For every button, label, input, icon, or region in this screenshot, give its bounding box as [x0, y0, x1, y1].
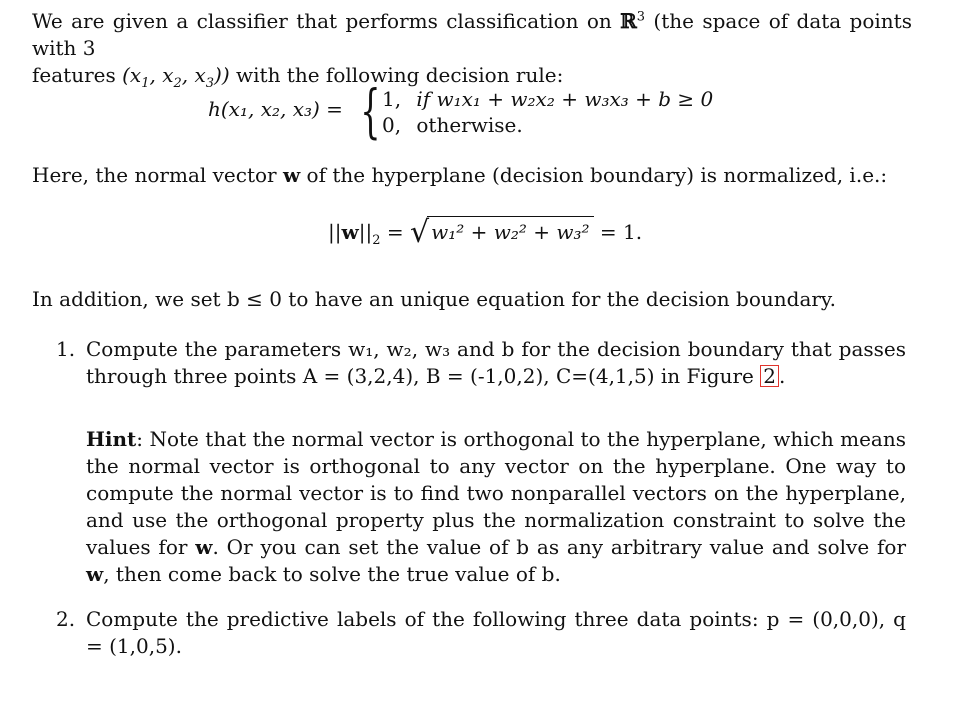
case-positive: 1, if w₁x₁ + w₂x₂ + w₃x₃ + b ≥ 0 [382, 87, 714, 111]
case-negative: 0, otherwise. [382, 113, 523, 137]
features-tuple: ($x_1$, $x_2$, $x_3$)) [122, 63, 230, 91]
document-page: We are given a classifier that performs classification on ℝ$^3$ (the space of data points with 3 features ($x_1$, $x_2$, $x_3$)) with the following decision rule: h(x₁, x₂, x₃) = { 1, if w₁x₁ + w₂x₂ + w₃x₃ + b ≥ 0 0, otherwise. Here, the normal vector w of the hyperplane (decision boundary) is normalized, i.e.: $||w||_2$ = √ w₁² + w₂² + w₃² = 1. In addition, we set b ≤ 0 to have an unique equation for the decision boundary. 1. Compute the parameters w₁, w₂, w₃ and b for the decision boundary that passes through three points A = (3,2,4), B = (-1,0,2), C=(4,1,5) in Figure 2 . Hint: Note that the normal vector is orthogonal to the hyperplane, which means the normal vector is orthogonal to any vector on the hyperplane. One way to compute the normal vector is to find two nonparallel vectors on the hyperplane, and use the orthogonal property plus the normalization constraint to solve the values for w. Or you can set the value of b as any arbitrary value and solve for w, then come back to solve the true value of b. 2. Compute the predictive labels of the following three data points: p = (0,0,0), q = (1,0,5). [32, 9, 912, 658]
decision-rule-lhs: h(x₁, x₂, x₃) = [208, 97, 343, 121]
figure-ref-link[interactable]: 2 [760, 365, 779, 387]
normal-vector-paragraph: Here, the normal vector w of the hyperplane (decision boundary) is normalized, i.e.: [32, 163, 888, 187]
sqrt-symbol: √ [409, 215, 430, 250]
bias-paragraph: In addition, we set b ≤ 0 to have an unique equation for the decision boundary. [32, 287, 836, 311]
intro-paragraph: We are given a classifier that performs classification on ℝ$^3$ (the space of data points with 3 features ($x_1$, $x_2$, $x_3$)) with the following decision rule: [32, 9, 912, 91]
decision-rule-cases [382, 86, 713, 138]
hint-paragraph: Hint: Note that the normal vector is orthogonal to the hyperplane, which means the normal vector is orthogonal to any vector on the hyperplane. One way to compute the normal vector is to find two nonparallel vectors on the hyperplane, and use the orthogonal property plus the normalization constraint to solve the values for w. Or you can set the value of b as any arbitrary value and solve for w, then come back to solve the true value of b. [86, 427, 907, 586]
brace-symbol: { [360, 77, 381, 145]
r3-symbol: ℝ$^3$ [620, 9, 646, 33]
norm-equation: $||w||_2$ = √ w₁² + w₂² + w₃² = 1. [328, 215, 643, 250]
